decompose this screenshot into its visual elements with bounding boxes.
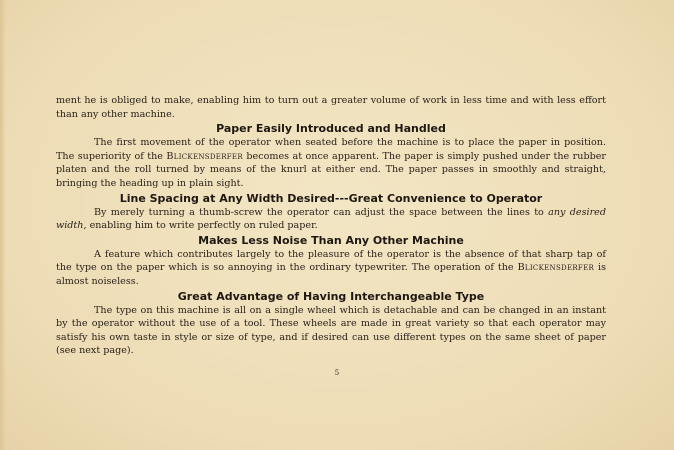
heading-paper-handling: Paper Easily Introduced and Handled <box>216 122 446 136</box>
paper-handling-text-1: The first movement of the operator when seated before the machine is to place the paper in position. The superiority of the <box>56 137 606 162</box>
brand-name: Blickensderfer <box>517 262 595 274</box>
paragraph-paper-handling <box>56 136 606 190</box>
intro-paragraph: ment he is obliged to make, enabling him to turn out a greater volume of work in less time and with less effort than any other machine. <box>56 95 606 120</box>
page-content <box>56 94 606 358</box>
less-noise-text-1: A feature which contributes largely to the pleasure of the operator is the absence of that sharp tap of the type on the paper which is so annoying in the ordinary typewriter. The operation of the <box>56 248 606 274</box>
line-spacing-text-1: By merely turning a thumb-screw the operator can adjust the space between the lines to <box>94 206 549 218</box>
paragraph-line-spacing <box>56 206 606 233</box>
italic-phrase: any desired width <box>56 206 607 232</box>
less-noise-text-2: is almost noiseless. <box>56 262 607 287</box>
page-fold-shadow <box>0 0 6 450</box>
paragraph-interchangeable-type: The type on this machine is all on a single wheel which is detachable and can be changed in an instant by the operator without the use of a tool. These wheels are made in great variety so that each operator may satisfy his own taste in style or size of type, and if desired can use different types on the same sheet of paper (see next page). <box>56 304 606 357</box>
heading-less-noise: Makes Less Noise Than Any Other Machine <box>198 233 464 247</box>
page-number: 5 <box>334 369 340 377</box>
paper-handling-text-2: becomes at once apparent. The paper is simply pushed under the rubber platen and the roll turned by means of the knurl at either end. The paper passes in smoothly and straight, bringing the heading up in plain sight. <box>56 150 606 189</box>
brand-name: Blickensderfer <box>166 150 243 162</box>
heading-interchangeable-type: Great Advantage of Having Interchangeable Type <box>177 289 485 303</box>
heading-line-spacing: Line Spacing at Any Width Desired---Great Convenience to Operator <box>119 191 543 205</box>
paragraph-less-noise <box>56 248 606 289</box>
line-spacing-text-2: , enabling him to write perfectly on ruled paper. <box>83 220 318 232</box>
